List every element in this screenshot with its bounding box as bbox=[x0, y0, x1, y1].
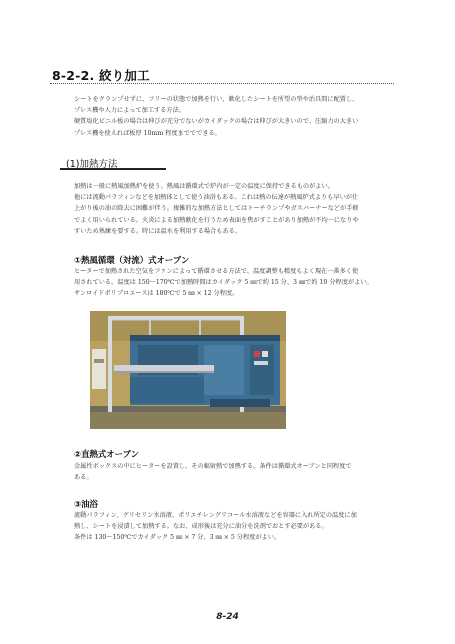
method-3-line: 流動パラフィン、グリセリン水溶液、ポリエチレングリコール水溶液などを容器に入れ所定の温度に加 bbox=[74, 512, 357, 519]
method-1-line: ヒーターで加熱された空気をファンによって循環させる方法で、温度調整も精度もよく現在一番多く使 bbox=[74, 268, 359, 275]
intro-line: シートをクランプせずに、フリーの状態で加熱を行い、軟化したシートを所望の型や治具間に配置し、 bbox=[74, 96, 359, 103]
heating-line: 上がり後の油の除去に困難が伴う。複雑的な加熱方法としてはトーチランプやガスバーナーなどが手軽 bbox=[74, 205, 359, 213]
intro-line: プレス機を使えれば板厚 10mm 程度まででできる。 bbox=[74, 129, 221, 137]
page-number: 8-24 bbox=[216, 612, 239, 622]
oven-illustration bbox=[90, 311, 286, 429]
heating-line: 加熱は一般に熱風加熱炉を使う。熱風は循環式で炉内が一定の温度に保持できるものがよい。 bbox=[74, 183, 334, 190]
method-1-heading: ①熱風循環（対流）式オーブン bbox=[74, 255, 190, 265]
method-2-line: 金属性ボックスの中にヒーターを設置し、その輻射熱で加熱する。条件は循環式オーブンと同程度で bbox=[74, 463, 352, 470]
method-3-line: 条件は 130～150℃でカイダック 5 ㎜ × 7 分、3 ㎜ × 5 分程度がよい。 bbox=[74, 534, 281, 542]
method-3-line: 熱し、シートを浸漬して加熱する。なお、成形後は充分に油分を洗剤でおとす必要がある。 bbox=[74, 523, 328, 531]
subsection-title: (1)加熱方法 bbox=[66, 159, 118, 170]
method-1-line: 用されている。温度は 150～170℃で加熱時間はカイダック 5 ㎜で約 15 分、3 ㎜で約 10 分程度がよい。 bbox=[74, 279, 373, 287]
method-2-line: ある。 bbox=[74, 474, 93, 482]
section-title-rule bbox=[50, 83, 394, 84]
method-2-paragraph bbox=[74, 461, 352, 483]
heating-paragraph bbox=[74, 181, 359, 237]
method-3-heading: ③油浴 bbox=[74, 499, 98, 509]
method-1-paragraph bbox=[74, 266, 373, 300]
subsection-title-underline bbox=[60, 168, 166, 170]
intro-line: 硬質塩化ビニル板の場合は伸びが充分でないがカイダックの場合は伸びが大きいので、圧縮力の大きい bbox=[74, 118, 359, 126]
heating-line: でよく用いられている。火炎による加熱軟化を行うため表面を焦がすことがあり加熱が不均一になりや bbox=[74, 216, 359, 224]
oven-photo bbox=[90, 311, 286, 429]
heating-line: 他には流動パラフィンなどを加熱体として使う油浴もある。これは熱の伝達が熱風炉式よりも早いが仕 bbox=[74, 194, 359, 202]
method-1-line: サンロイドポリプロエースは 180℃で 5 ㎜ × 12 分程度。 bbox=[74, 290, 239, 298]
intro-paragraph bbox=[74, 94, 358, 139]
intro-line: プレス機や人力によって加工する方法。 bbox=[74, 107, 185, 115]
method-2-heading: ②直熱式オーブン bbox=[74, 449, 139, 459]
section-title: 8-2-2. 絞り加工 bbox=[52, 68, 150, 83]
heating-line: すいため熟練を要する。時には温水を利用する場合もある。 bbox=[74, 227, 242, 235]
method-3-paragraph bbox=[74, 510, 357, 544]
